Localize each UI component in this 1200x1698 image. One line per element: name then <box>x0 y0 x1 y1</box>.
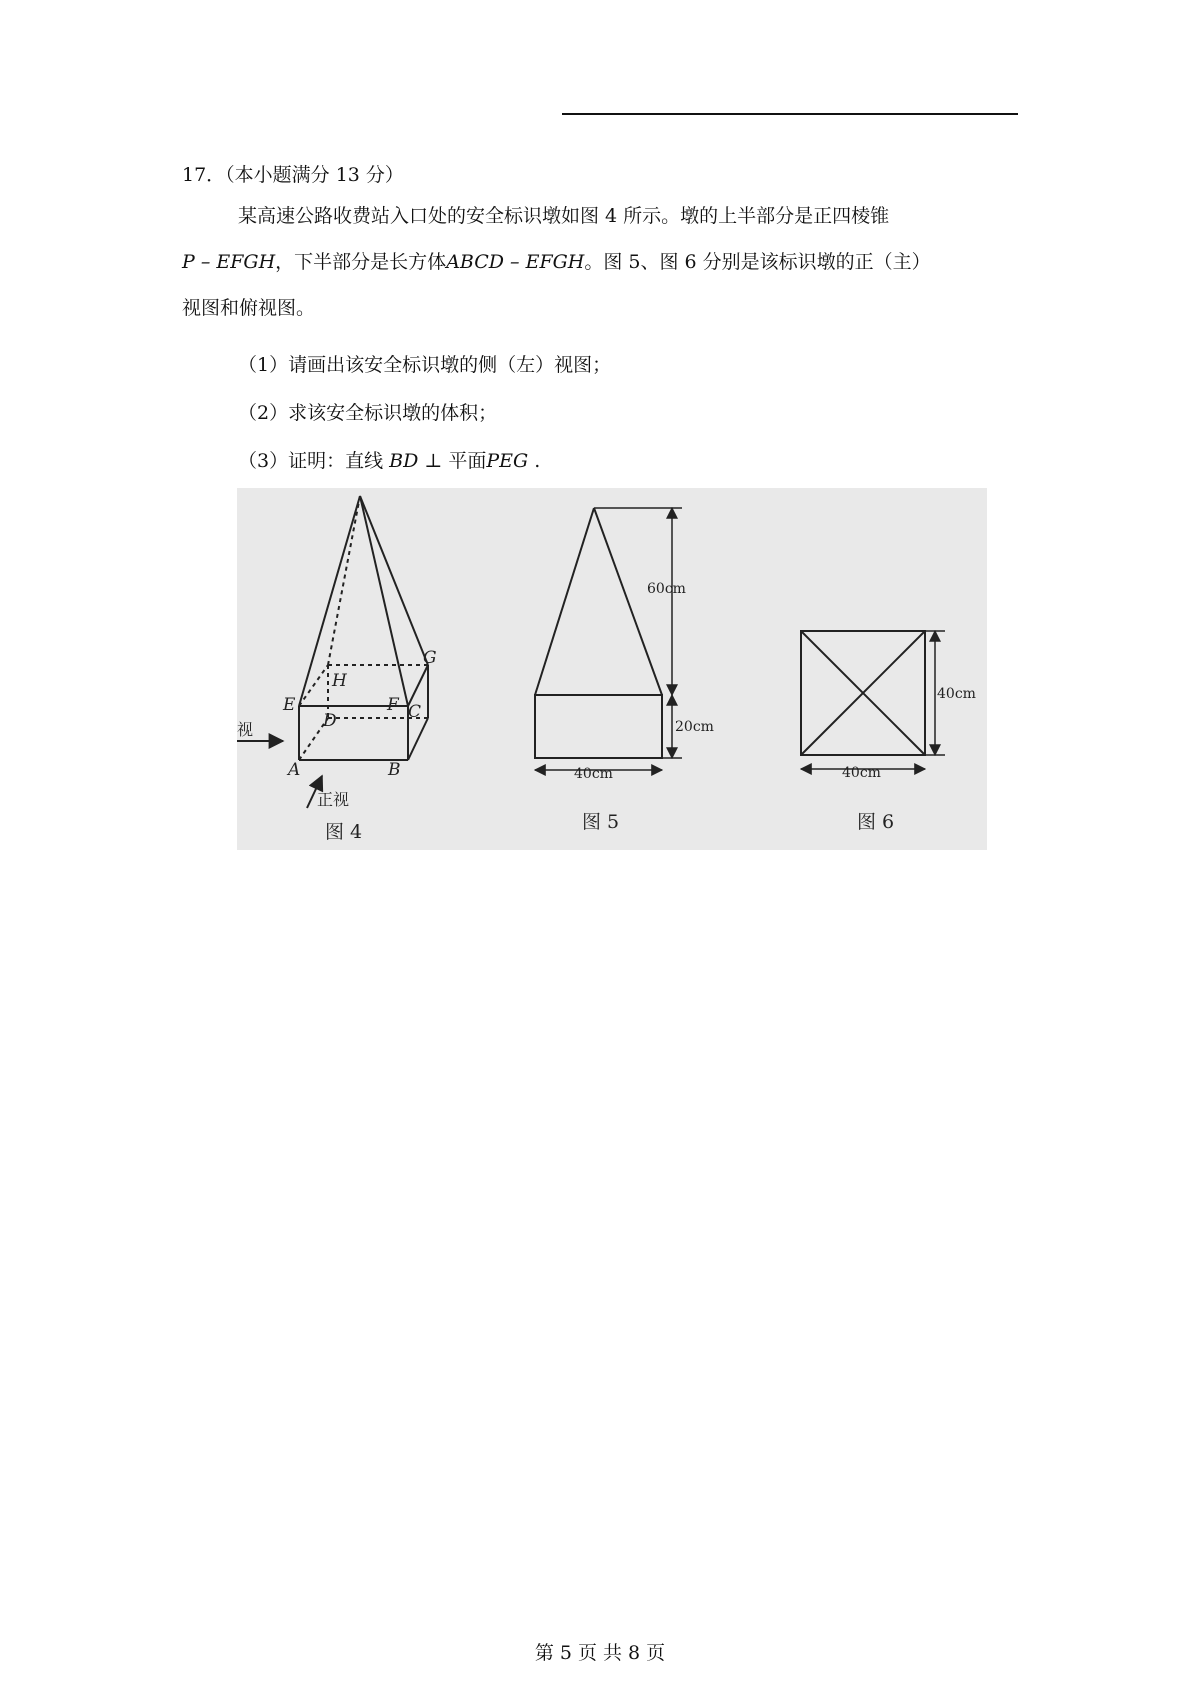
subquestion-3 <box>238 446 540 473</box>
label-f: F <box>387 695 399 715</box>
statement-text-b: 。图 5、图 6 分别是该标识墩的正（主） <box>584 251 931 273</box>
subquestion-3-end: . <box>534 450 541 472</box>
front-view-label: 正视 <box>317 790 350 809</box>
label-g: G <box>423 648 437 668</box>
figure-background <box>237 488 987 850</box>
figure-4-caption: 图 4 <box>325 821 363 843</box>
subquestion-3-text2: 平面 <box>448 450 487 472</box>
label-h: H <box>332 671 347 691</box>
figure-panel <box>237 488 987 850</box>
figure-5-caption: 图 5 <box>582 811 620 833</box>
fig6-dim-width: 40cm <box>842 765 881 781</box>
subquestion-3-text: （3）证明：直线 <box>238 450 384 472</box>
fig6-dim-height: 40cm <box>937 686 976 702</box>
side-view-label: 视 <box>237 720 254 739</box>
pyramid-name: P – EFGH <box>182 251 276 273</box>
perp-symbol: ⊥ <box>424 450 443 472</box>
plane-peg: PEG <box>486 450 529 472</box>
statement-line-2 <box>182 239 1032 285</box>
statement-text-a: ，下半部分是长方体 <box>275 251 447 273</box>
line-bd: BD <box>389 450 419 472</box>
figure-6-caption: 图 6 <box>857 811 895 833</box>
label-e: E <box>283 695 296 715</box>
subquestion-2: （2）求该安全标识墩的体积； <box>238 402 498 424</box>
statement-line-3: 视图和俯视图。 <box>182 297 316 319</box>
fig5-dim-60: 60cm <box>647 581 686 597</box>
fig5-dim-20: 20cm <box>675 719 714 735</box>
cuboid-name: ABCD – EFGH <box>446 251 585 273</box>
statement-line-1: 某高速公路收费站入口处的安全标识墩如图 4 所示。墩的上半部分是正四棱锥 <box>238 205 890 227</box>
label-b: B <box>388 760 401 780</box>
question-title: 17．（本小题满分 13 分） <box>182 164 404 186</box>
label-d: D <box>323 711 337 731</box>
header-rule <box>562 113 1018 115</box>
label-c: C <box>408 702 422 722</box>
label-a: A <box>288 760 301 780</box>
question-statement <box>182 193 1032 331</box>
page-footer: 第 5 页 共 8 页 <box>534 1642 666 1664</box>
subquestion-1: （1）请画出该安全标识墩的侧（左）视图； <box>238 354 612 376</box>
fig5-dim-40: 40cm <box>574 766 613 782</box>
